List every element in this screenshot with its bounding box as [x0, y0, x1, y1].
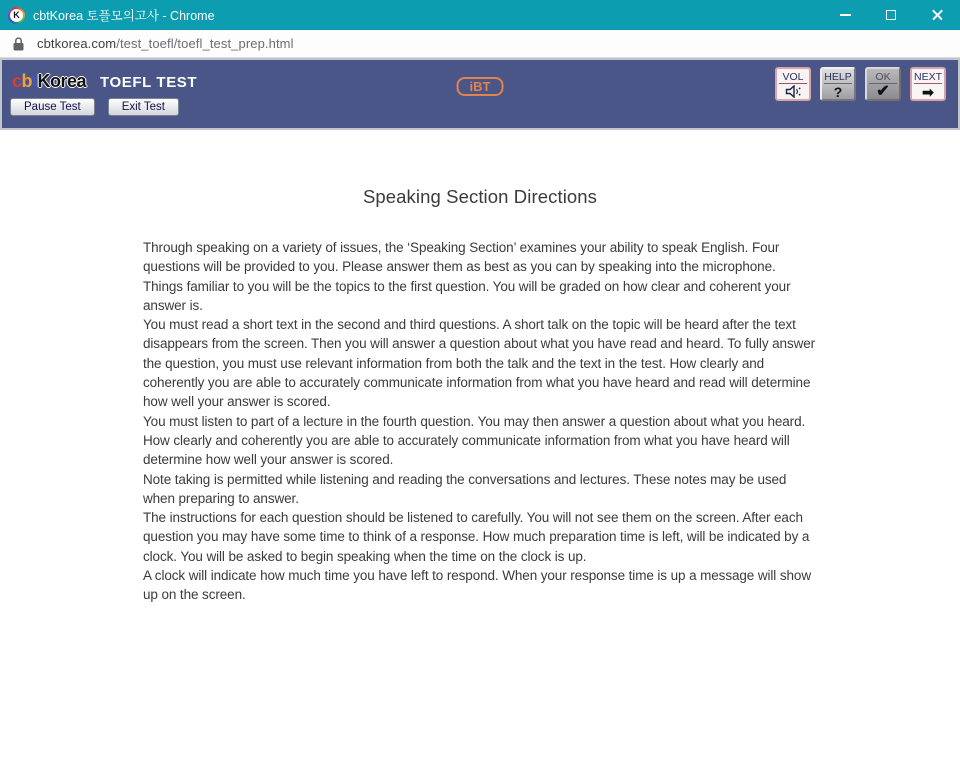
window-title: cbtKorea 토플모의고사 - Chrome [33, 9, 215, 23]
cbtkorea-logo [12, 71, 86, 92]
maximize-button[interactable] [868, 0, 914, 30]
test-controls [10, 98, 179, 116]
logo-letter-b: b [21, 71, 33, 91]
close-button[interactable] [914, 0, 960, 30]
pause-test-button[interactable]: Pause Test [10, 98, 95, 116]
directions-paragraph: Through speaking on a variety of issues, the ‘Speaking Section’ examines your ability to speak English. Four questions will be provided to you. Please answer them as best as you can by speaking into the microphone. [143, 240, 780, 275]
exit-test-button[interactable]: Exit Test [108, 98, 179, 116]
cbtkorea-favicon [8, 7, 25, 24]
directions-paragraph: You must read a short text in the second and third questions. A short talk on the topic will be heard after the text disappears from the screen. Then you will answer a question about what you have read and heard. To fully answer the question, you must use relevant information from both the talk and the text in the test. How clearly and coherently you are able to accurately communicate information from what you have heard and read will determine how well your answer is scored. [143, 317, 816, 410]
url-path: /test_toefl/toefl_test_prep.html [116, 36, 294, 51]
favicon-letter: K [10, 9, 23, 22]
minimize-button[interactable] [822, 0, 868, 30]
test-header [0, 58, 960, 130]
window-controls [822, 0, 960, 30]
next-button-label: NEXT [914, 71, 943, 83]
close-icon [931, 9, 944, 22]
url-domain: cbtkorea.com [37, 36, 117, 51]
lock-icon [13, 37, 24, 51]
checkmark-icon [876, 84, 889, 99]
address-bar[interactable] [0, 30, 960, 58]
arrow-right-icon [922, 84, 934, 99]
ibt-badge: iBT [457, 77, 504, 96]
page-title: Speaking Section Directions [362, 186, 598, 207]
page-content [0, 130, 960, 605]
nav-button-group [775, 67, 946, 101]
speaker-icon [785, 84, 802, 99]
volume-button[interactable] [775, 67, 811, 101]
logo-letter-c: c [12, 71, 22, 91]
arrow-glyph: ➡ [922, 83, 934, 100]
help-button-label: HELP [824, 71, 852, 83]
window-titlebar [0, 0, 960, 30]
logo-letter-t: t [32, 71, 38, 91]
help-button[interactable] [820, 67, 856, 101]
logo-korea: Korea [37, 71, 87, 91]
minimize-icon [840, 14, 851, 16]
directions-paragraph: The instructions for each question should be listened to carefully. You will not see them on the screen. After each question you may have some time to think of a response. How much preparation time is left, will be indicated by a clock. You will be asked to begin speaking when the time on the clock is up. [143, 510, 810, 564]
next-button[interactable] [910, 67, 946, 101]
directions-paragraph: Things familiar to you will be the topics to the first question. You will be graded on how clear and coherent your answer is. [143, 278, 791, 313]
ok-button-label: OK [869, 71, 897, 84]
directions-paragraph: Note taking is permitted while listening and reading the conversations and lectures. These notes may be used when preparing to answer. [143, 471, 787, 506]
checkmark-glyph: ✔ [876, 82, 890, 100]
directions-text [143, 238, 821, 605]
logo-row [12, 71, 197, 92]
question-glyph: ? [833, 83, 843, 100]
directions-paragraph: You must listen to part of a lecture in the fourth question. You may then answer a question about what you heard. How clearly and coherently you are able to accurately communicate information from what you have heard will determine how well your answer is scored. [143, 413, 806, 468]
maximize-icon [886, 10, 896, 20]
ok-button[interactable] [865, 67, 901, 101]
volume-button-label: VOL [779, 71, 807, 84]
app-title: TOEFL TEST [100, 74, 198, 91]
question-icon [834, 84, 843, 99]
url-text [37, 36, 294, 51]
directions-paragraph: A clock will indicate how much time you have left to respond. When your response time is up a message will show up on the screen. [143, 568, 811, 603]
